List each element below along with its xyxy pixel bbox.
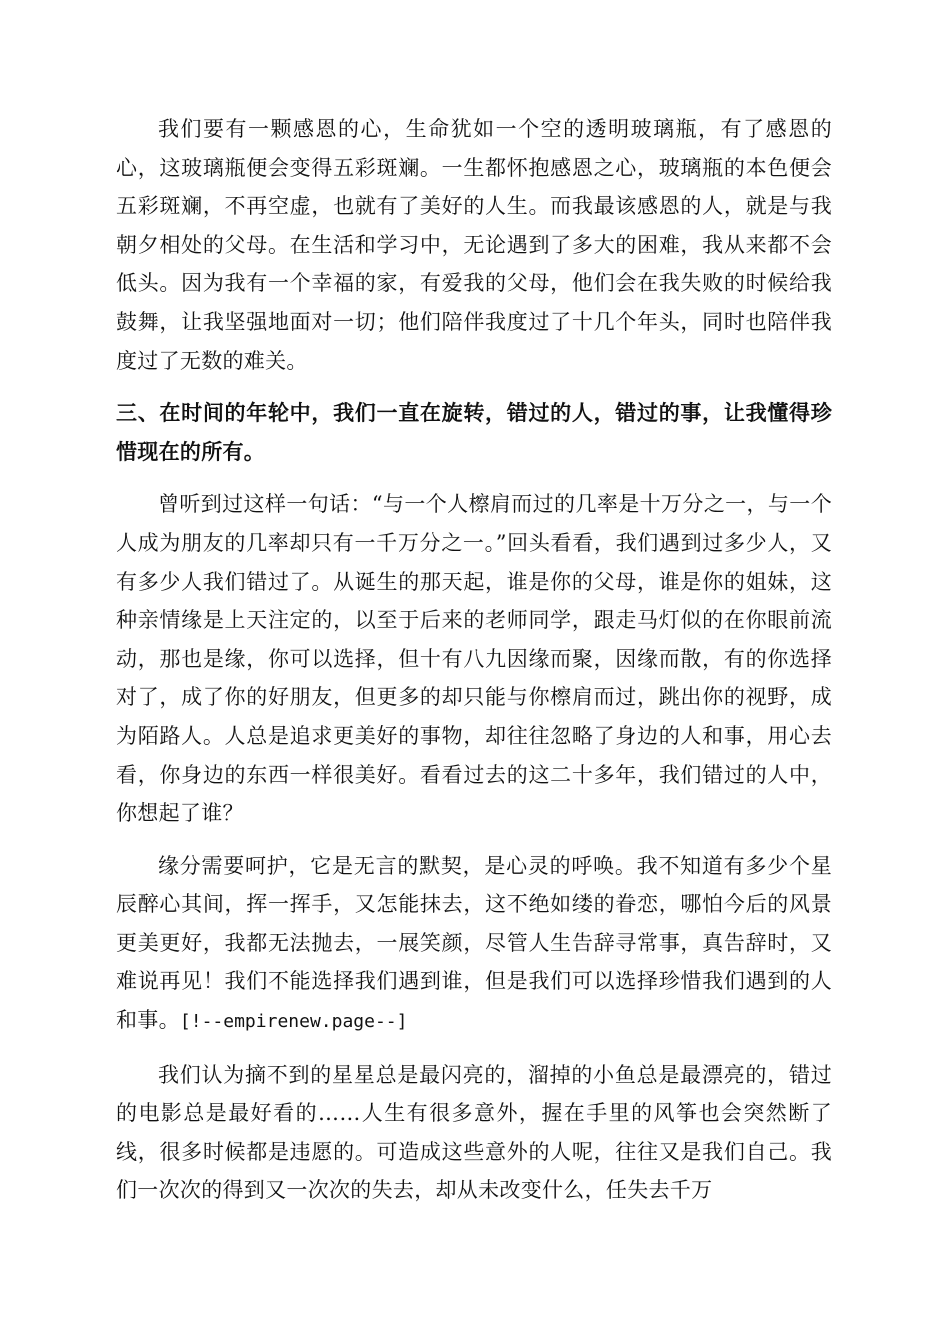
paragraph-fate — [116, 847, 832, 1042]
section-heading-three: 三、在时间的年轮中，我们一直在旋转，错过的人，错过的事，让我懂得珍惜现在的所有。 — [116, 401, 832, 464]
paragraph-missed-people: 曾听到过这样一句话：“与一个人檫肩而过的几率是十万分之一，与一个人成为朋友的几率却只有一千万分之一。”回头看看，我们遇到过多少人，又有多少人我们错过了。从诞生的那天起，谁是你的父母，谁是你的姐妹，这种亲情缘是上天注定的，以至于后来的老师同学，跟走马灯似的在你眼前流动，那也是缘，你可以选择，但十有八九因缘而聚，因缘而散，有的你选择对了，成了你的好朋友，但更多的却只能与你檫肩而过，跳出你的视野，成为陌路人。人总是追求更美好的事物，却往往忽略了身边的人和事，用心去看，你身边的东西一样很美好。看看过去的这二十多年，我们错过的人中，你想起了谁？ — [116, 492, 832, 826]
paragraph-fate-text: 缘分需要呵护，它是无言的默契，是心灵的呼唤。我不知道有多少个星辰醉心其间，挥一挥手，又怎能抹去，这不绝如缕的眷恋，哪怕今后的风景更美更好，我都无法抛去，一展笑颜，尽管人生告辞寻常事，真告辞时，又难说再见！我们不能选择我们遇到谁，但是我们可以选择珍惜我们遇到的人和事。 — [116, 853, 832, 1033]
page-break-marker: [!--empirenew.page--] — [179, 1011, 408, 1033]
paragraph-stars: 我们认为摘不到的星星总是最闪亮的，溜掉的小鱼总是最漂亮的，错过的电影总是最好看的……人生有很多意外，握在手里的风筝也会突然断了线，很多时候都是违愿的。可造成这些意外的人呢，往往又是我们自己。我们一次次的得到又一次次的失去，却从未改变什么，任失去千万 — [116, 1062, 832, 1203]
paragraph-gratitude: 我们要有一颗感恩的心，生命犹如一个空的透明玻璃瓶，有了感恩的心，这玻璃瓶便会变得五彩斑斓。一生都怀抱感恩之心，玻璃瓶的本色便会五彩斑斓，不再空虚，也就有了美好的人生。而我最该感恩的人，就是与我朝夕相处的父母。在生活和学习中，无论遇到了多大的困难，我从来都不会低头。因为我有一个幸福的家，有爱我的父母，他们会在我失败的时候给我鼓舞，让我坚强地面对一切；他们陪伴我度过了十几个年头，同时也陪伴我度过了无数的难关。 — [116, 117, 832, 373]
document-page — [116, 110, 832, 1210]
